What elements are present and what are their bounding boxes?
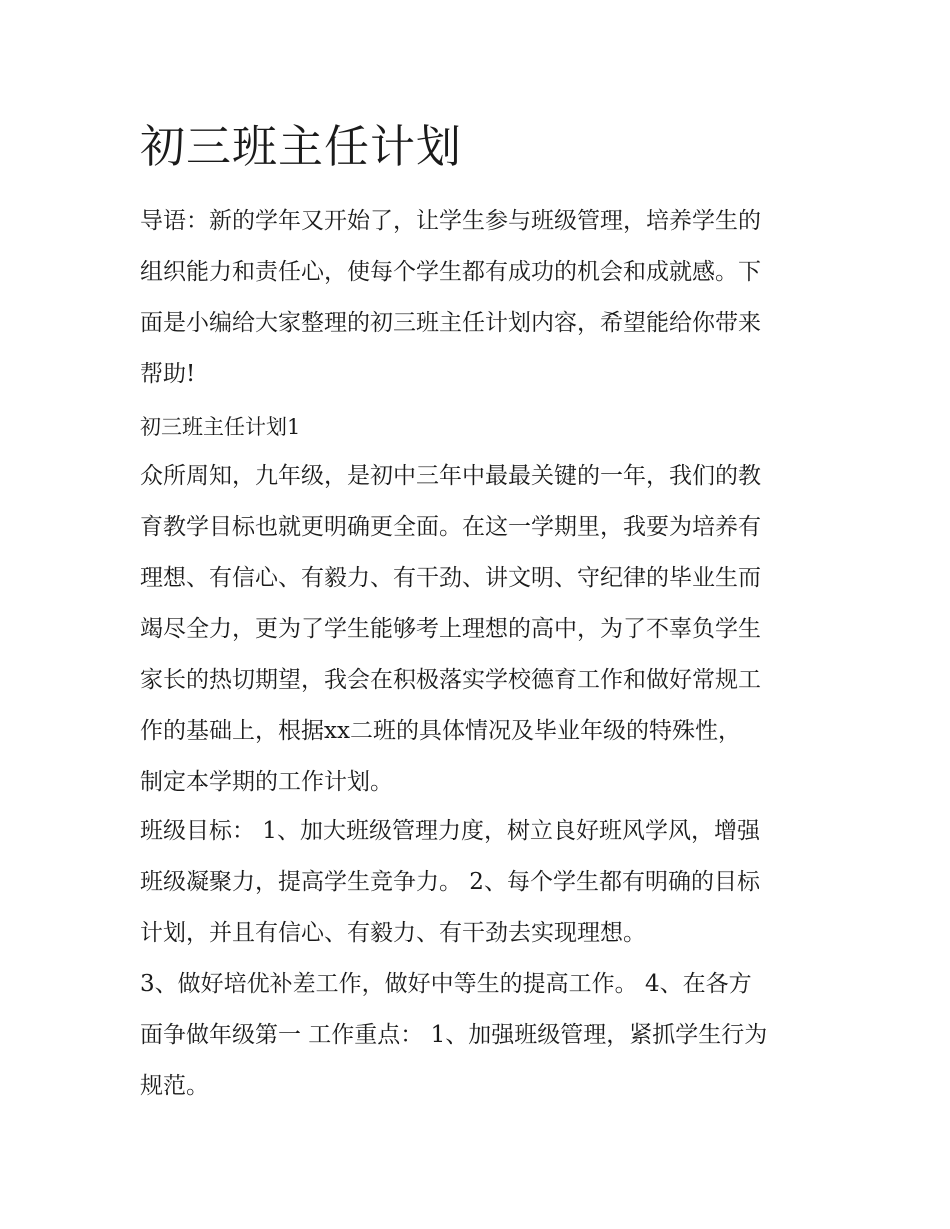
paragraph-1: [140, 451, 820, 808]
paragraph-line: 育教学目标也就更明确更全面。在这一学期里，我要为培养有: [140, 514, 761, 540]
paragraph-line: 竭尽全力，更为了学生能够考上理想的高中，为了不辜负学生: [140, 616, 761, 642]
paragraph-line: 规范。: [140, 1073, 209, 1099]
paragraph-line: 众所周知，九年级，是初中三年中最最关键的一年，我们的教: [140, 463, 761, 489]
paragraph-line: 班级目标： 1、加大班级管理力度，树立良好班风学风，增强: [140, 818, 760, 844]
intro-paragraph: [140, 196, 820, 400]
paragraph-2: [140, 806, 820, 959]
paragraph-line: 面争做年级第一 工作重点： 1、加强班级管理，紧抓学生行为: [140, 1022, 768, 1048]
paragraph-line: 班级凝聚力，提高学生竞争力。 2、每个学生都有明确的目标: [140, 869, 760, 895]
paragraph-line: 3、做好培优补差工作，做好中等生的提高工作。 4、在各方: [140, 971, 752, 997]
paragraph-3: [140, 959, 820, 1112]
paragraph-line: 理想、有信心、有毅力、有干劲、讲文明、守纪律的毕业生而: [140, 565, 761, 591]
section-heading: 初三班主任计划1: [140, 415, 301, 439]
paragraph-line: 家长的热切期望，我会在积极落实学校德育工作和做好常规工: [140, 667, 761, 693]
intro-line: 帮助!: [140, 361, 196, 387]
intro-line: 组织能力和责任心，使每个学生都有成功的机会和成就感。下: [140, 259, 761, 285]
document-title: 初三班主任计划: [140, 120, 463, 173]
intro-line: 导语：新的学年又开始了，让学生参与班级管理，培养学生的: [140, 208, 761, 234]
paragraph-line: 制定本学期的工作计划。: [140, 769, 393, 795]
paragraph-line: 计划，并且有信心、有毅力、有干劲去实现理想。: [140, 920, 646, 946]
intro-line: 面是小编给大家整理的初三班主任计划内容，希望能给你带来: [140, 310, 761, 336]
paragraph-line: 作的基础上，根据xx二班的具体情况及毕业年级的特殊性，: [140, 718, 741, 744]
